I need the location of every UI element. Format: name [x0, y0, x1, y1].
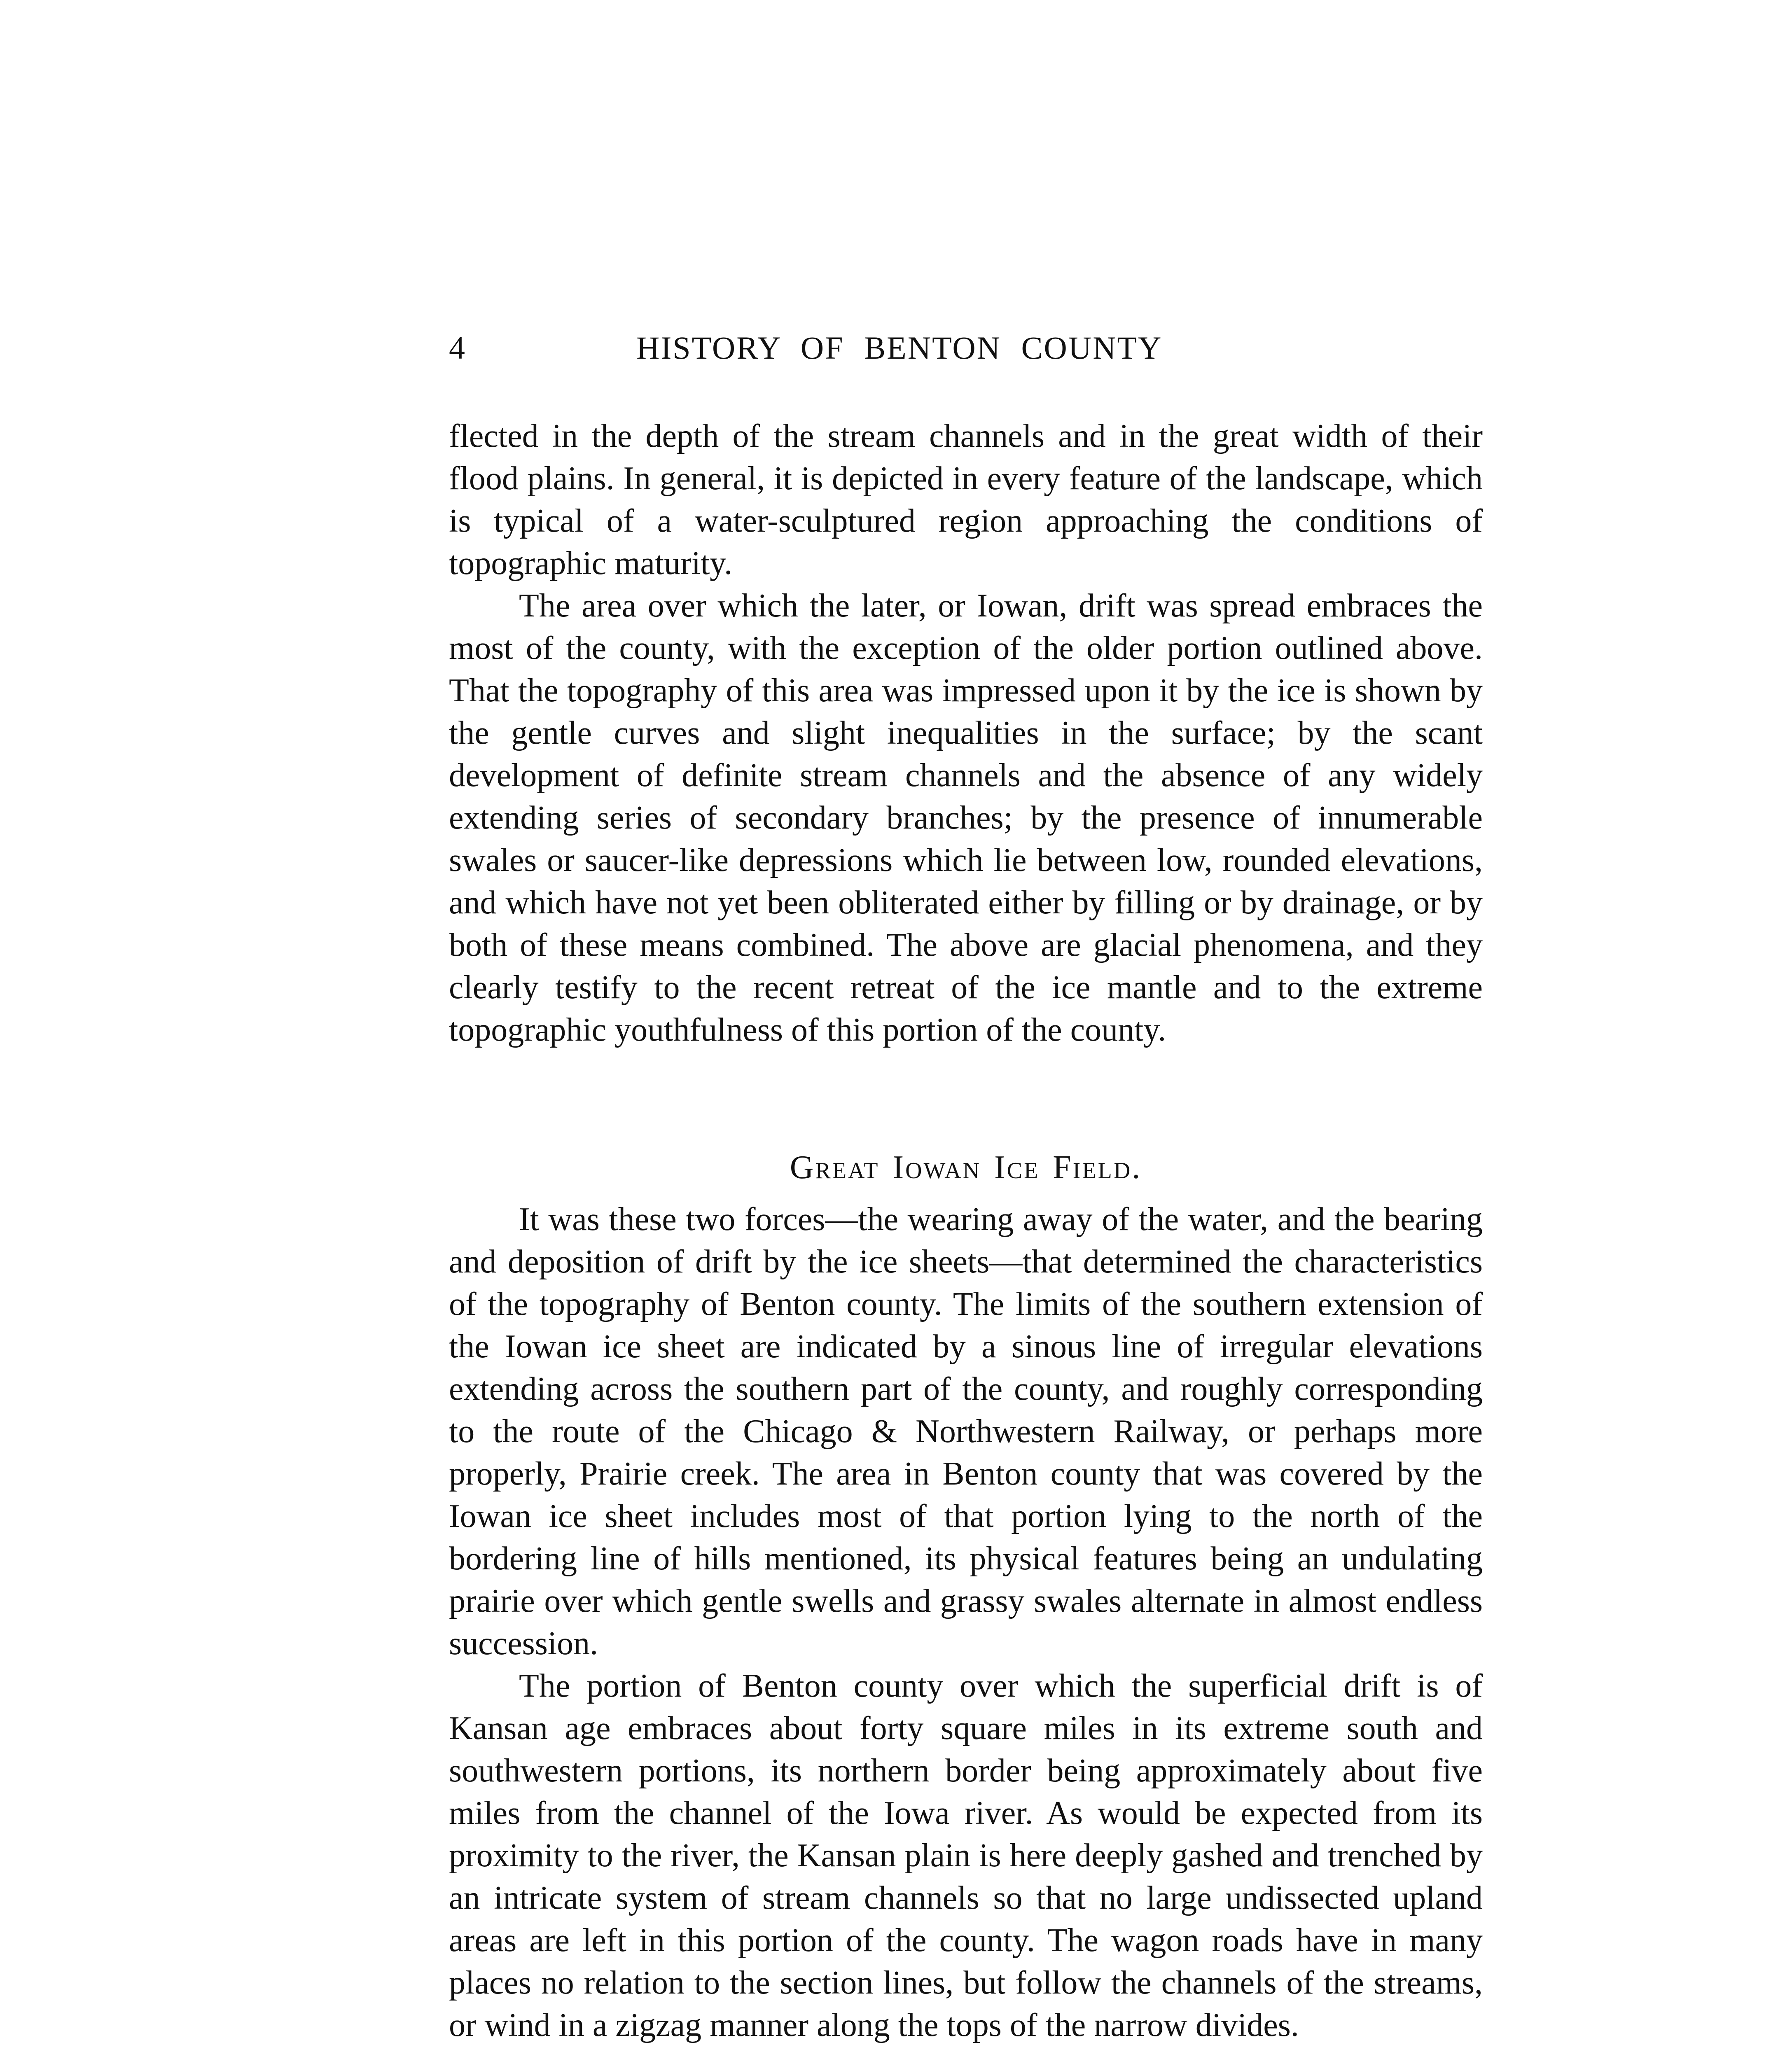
section-heading: Great Iowan Ice Field. [790, 1149, 1142, 1186]
iowan-drift-paragraph: The area over which the later, or Iowan, drift was spread embraces the most of the county, with the exception of the older portion outlined above. That the topography of this area was impressed upon it by the ice is shown by the gentle curves and slight inequalities in the surface; by the scant development of definite stream channels and the absence of any widely extending series of secondary branches; by the presence of innumerable swales or saucer-like depressions which lie between low, rounded elevations, and which have not yet been obliterated either by filling or by drainage, or by both of these means combined. The above are glacial phenomena, and they clearly testify to the recent retreat of the ice mantle and to the extreme topographic youthfulness of this portion of the county. [449, 588, 1483, 1048]
running-title: HISTORY OF BENTON COUNTY [636, 330, 1163, 366]
ice-sheet-paragraph: It was these two forces—the wearing away of the water, and the bearing and deposition of drift by the ice sheets—that determined the characteristics of the topography of Benton county. The limits of the southern extension of the Iowan ice sheet are indicated by a sinous line of irregular elevations extending across the southern part of the county, and roughly corresponding to the route of the Chicago & Northwestern Railway, or perhaps more properly, Prairie creek. The area in Benton county that was covered by the Iowan ice sheet includes most of that portion lying to the north of the bordering line of hills mentioned, its physical features being an undulating prairie over which gentle swells and grassy swales alternate in almost endless succession. [449, 1201, 1483, 1662]
continued-paragraph: flected in the depth of the stream channels and in the great width of their flood plains. In general, it is depicted in every feature of the landscape, which is typical of a water-sculptured region approaching the conditions of topographic maturity. [449, 418, 1483, 581]
body-text-bottom [449, 1198, 1483, 2047]
body-text-top [449, 415, 1483, 1051]
running-head [449, 325, 1483, 371]
kansan-drift-paragraph: The portion of Benton county over which the superficial drift is of Kansan age embraces about forty square miles in its extreme south and southwestern portions, its northern border being approximately about five miles from the channel of the Iowa river. As would be expected from its proximity to the river, the Kansan plain is here deeply gashed and trenched by an intricate system of stream channels so that no large undissected upland areas are left in this portion of the county. The wagon roads have in many places no relation to the section lines, but follow the channels of the streams, or wind in a zigzag manner along the tops of the narrow divides. [449, 1668, 1483, 2043]
page-number: 4 [449, 330, 465, 366]
